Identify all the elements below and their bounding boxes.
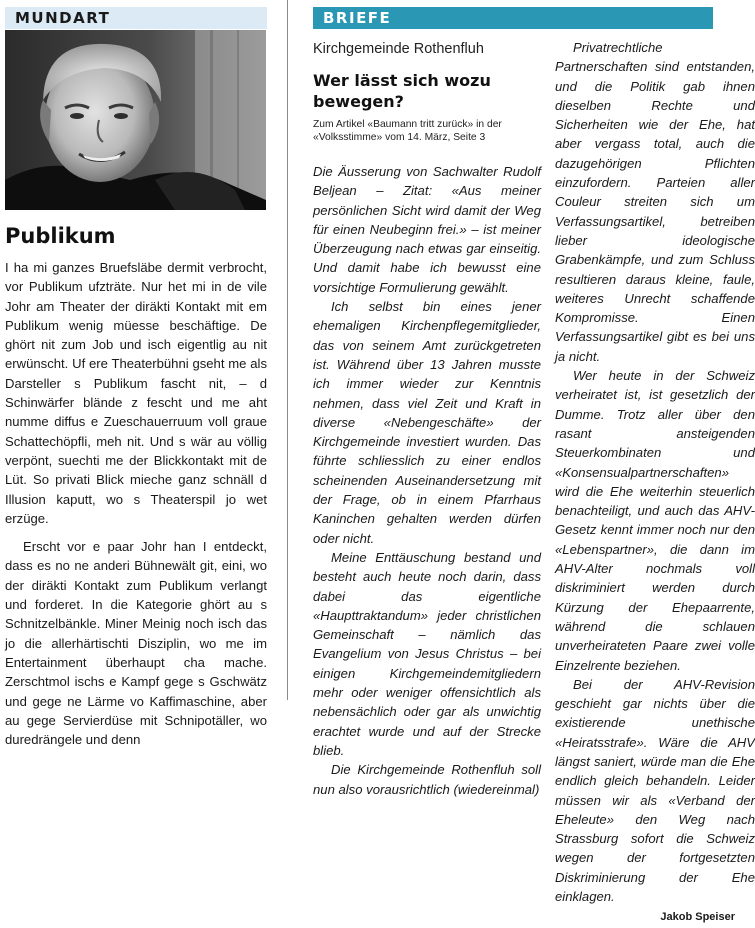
section-header-briefe: BRIEFE — [313, 7, 713, 29]
letter-paragraph: Meine Enttäuschung bestand und besteht auch heute noch darin, dass dabei das eigentliche «Haupttraktandum» jeder christlichen Gemeinschaft – nämlich das Evangelium von Jesus Christus – bei einigen Kirchgemeindemitgliedern mehr oder weniger offensichtlich als nebensächlich oder gar als unwichtig erachtet wurde und auf der Strecke blieb. — [313, 549, 541, 758]
letter-paragraph: Die Kirchgemeinde Rothenfluh soll nun also vorausrichtlich (wiedereinmal) — [313, 762, 541, 797]
letter-paragraph: Wer heute in der Schweiz verheiratet ist, ist gesetzlich der Dumme. Trotz aller über den rasant ansteigenden Steuerkombinaten und «Konsensualpartnerschaften» wird die Ehe weiterhin steuerlich benachteiligt, und auch das AHV-Gesetz kennt immer noch nur den «Lebenspartner», die dann im AHV-Alter nochmals voll diskriminiert werden durch Kürzung der Ehepaarrente, während die schlauen unverheirateten Paare zwei volle Einzelrente beziehen. — [555, 368, 755, 673]
author-portrait — [5, 30, 266, 210]
letter-headline: Wer lässt sich wozu bewegen? — [313, 71, 491, 111]
portrait-image — [5, 30, 266, 210]
column-paragraph: Erscht vor e paar Johr han I entdeckt, dass es no ne anderi Bühnewält git, eini, wo der diräkti Kontakt zum Publikum verlangt und forderet. In die Kategorie ghört au s Schnitzelbänkle. Miner Meinig noch isch das jo die allerhärtischti Disziplin, wo me im Entertainment überhaupt cha mache. Zerschtmol ischs e Kampf gege s Gschwätz und gege ne Lärme vo Kaffimaschine, aber au gege Servierdüse mit Schnipotäller, wo duredrängele und denn — [5, 539, 267, 748]
letter-rothenfluh — [313, 38, 541, 799]
column-paragraph: I ha mi ganzes Bruefsläbe dermit verbrocht, vor Publikum ufzträte. Nur het mi in de vile Johr am Theater der diräkti Kontakt mit em Publikum wenig müesse beschäftige. De ghört nit zum Job und isch eigentlig au nit erwünscht. Uf ere Theaterbühni gseht me als Darsteller s Publikum fascht nit, – d Schinwärfer blände z fescht und me aht numme diffus e Zueschauerruum voll graue Schattechöpfli, meh nit. Und s wär au völlig verpönt, suechti me der Blickkontakt mit de Lüt. So privati Blick mieche ganz schnäll d Illusion kaputt, wo s Theaterspil jo wet erzüge. — [5, 260, 267, 526]
briefe-column — [300, 0, 755, 924]
letter-reference: Zum Artikel «Baumann tritt zurück» in der «Volksstimme» vom 14. März, Seite 3 — [313, 119, 502, 143]
letter-body — [313, 162, 541, 799]
letter-paragraph: Die Äusserung von Sachwalter Rudolf Beljean – Zitat: «Aus meiner persönlichen Sicht wird damit der Weg für einen Neubeginn frei.» – ist meiner Überzeugung nach etwas gar einseitig. Und damit habe ich bewusst eine vorsichtige Formulierung gewählt. — [313, 164, 541, 295]
letter-paragraph: Ich selbst bin eines jener ehemaligen Kirchenpflegemitglieder, das von seinem Amt zurückgetreten ist. Während über 13 Jahren musste ich immer wieder zur Kenntnis nehmen, dass viel Zeit und Kraft in diverse «Nebengeschäfte» der Kirchgemeinde investiert wurden. Das führte schliesslich zu einer endlos scheinenden Auseinandersetzung mit der Frage, ob in einem Pfarrhaus Kaninchen gehalten werden dürfen oder nicht. — [313, 299, 541, 546]
letter-speiser — [555, 38, 755, 928]
column-body — [5, 258, 267, 749]
column-divider — [287, 0, 288, 700]
letter-kicker: Kirchgemeinde Rothenfluh — [313, 41, 484, 57]
letter-signature: Jakob Speiser — [660, 911, 735, 924]
column-title: Publikum — [5, 224, 116, 248]
letter-paragraph: Bei der AHV-Revision geschieht gar nichts über die existierende unethische «Heiratsstrafe». Wäre die AHV längst saniert, würde man die Ehe endlich gleich behandeln. Leider müssen wir als «Verband der Eheleute» den Weg nach Strassburg sofort die Schweiz wegen der fortgesetzten Diskriminierung der Ehe einklagen. — [555, 676, 755, 905]
letter-paragraph: Privatrechtliche Partnerschaften sind entstanden, und die Politik gab ihnen dieselben Rechte und Sicherheiten wie der Ehe, hat aber vergass total, auch die dazugehörigen Pflichten einzufordern. Parteien aller Couleur streiten sich um Verfassungsartikel, betreiben lieber ideologische Grabenkämpfe, und zum Schluss resultieren daraus kleine, faule, weiteres Unrecht schaffende Kompromisse. Einen Verfassungsartikel gibt es bei uns ja nicht. — [555, 40, 755, 364]
mundart-column — [0, 0, 272, 748]
section-header-mundart: MUNDART — [5, 7, 267, 29]
